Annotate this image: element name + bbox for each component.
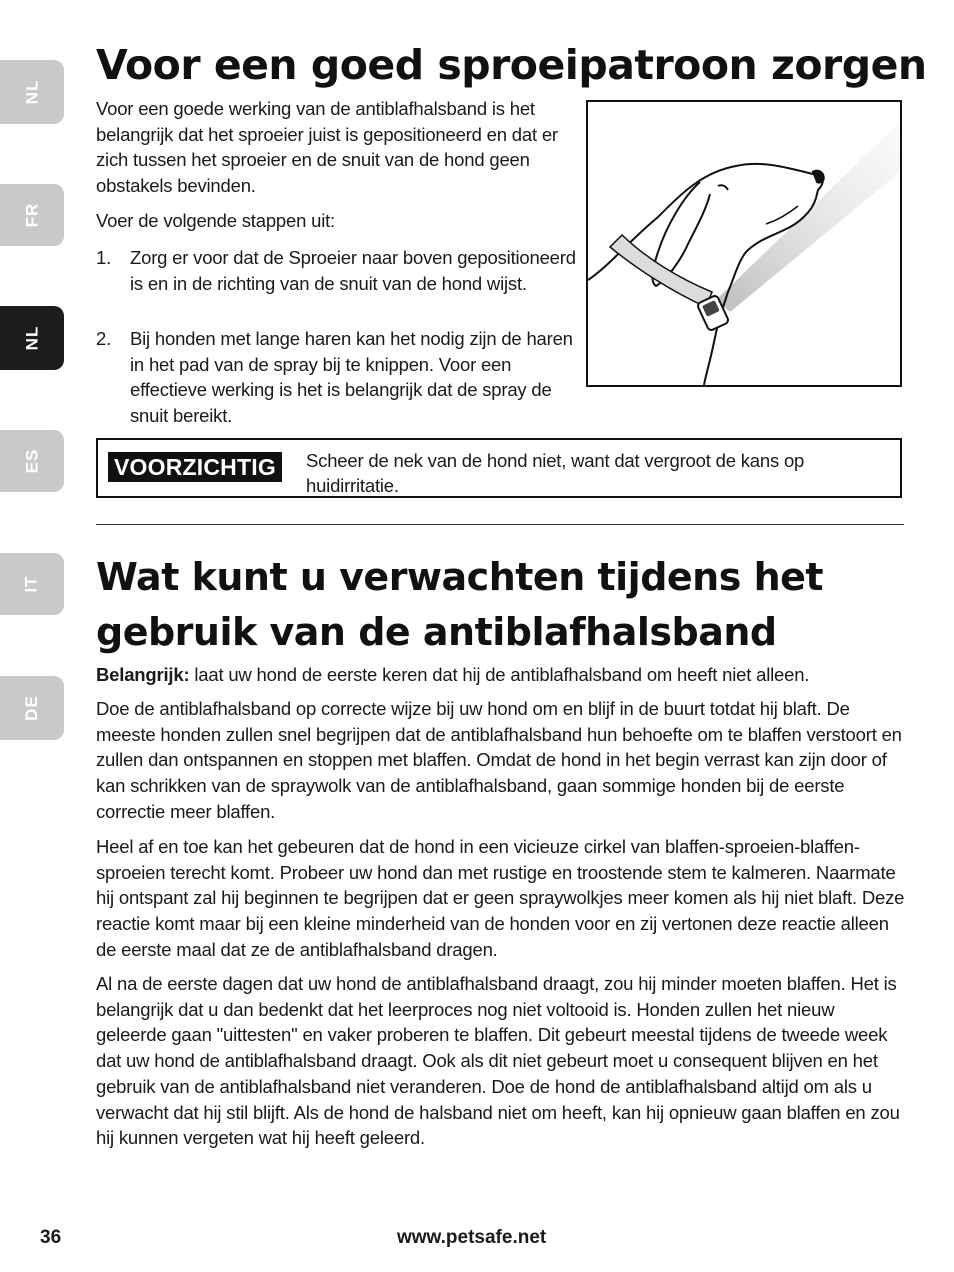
language-tab-fr[interactable]: [0, 184, 64, 246]
section-title: Wat kunt u verwachten tijdens het gebruik van de antiblafhalsband: [96, 555, 824, 654]
list-item: [96, 326, 582, 429]
body-paragraph: Doe de antiblafhalsband op correcte wijze bij uw hond om en blijf in de buurt totdat hij blaft. De meeste honden zullen snel begrijpen dat de antiblafhalsband hun behoefte om te blaffen verstoort en zullen dan ontspannen en stoppen met blaffen. Omdat de hond in het begin verrast kan zijn door of kan schrikken van de spraywolk van de antiblafhalsband, gaan sommige honden bij de eerste correctie meer blaffen.: [96, 698, 902, 822]
caution-box: [96, 438, 902, 498]
intro-paragraph: Voor een goede werking van de antiblafhalsband is het belangrijk dat het sproeier juist is gepositioneerd en dat er zich tussen het sproeier en de snuit van de hond geen obstakels bevinden.: [96, 98, 558, 197]
spray-cone: [716, 122, 900, 312]
caution-text: Scheer de nek van de hond niet, want dat vergroot de kans op huidirritatie.: [306, 450, 805, 496]
caution-label: VOORZICHTIG: [108, 452, 282, 482]
section-divider: [96, 524, 904, 525]
language-tab-label: FR: [21, 202, 41, 228]
list-item-number: 2.: [96, 328, 112, 349]
body-paragraph: Heel af en toe kan het gebeuren dat de hond in een vicieuze cirkel van blaffen-sproeien-blaffen-sproeien terecht komt. Probeer uw hond dan met rustige en troostende stem te kalmeren. Naarmate hij ontspant zal hij beginnen te begrijpen dat er geen spraywolkjes meer komen als hij niet blaft. Deze reactie komt maar bij een kleine minderheid van de honden voor en zij vertonen deze reactie alleen de eerste maal dat ze de antiblafhalsband dragen.: [96, 836, 905, 960]
language-tab-label: ES: [22, 448, 41, 474]
list-item-number: 1.: [96, 247, 112, 268]
steps-intro: Voer de volgende stappen uit:: [96, 210, 335, 231]
important-label: Belangrijk:: [96, 664, 190, 685]
section-title: Voor een goed sproeipatroon zorgen: [96, 41, 927, 89]
important-note: [96, 662, 908, 688]
list-item-text: Zorg er voor dat de Sproeier naar boven gepositioneerd is en in de richting van de snuit van de hond wijst.: [130, 247, 576, 294]
language-tab-label: IT: [21, 575, 41, 593]
dog-collar-spray-illustration: [586, 100, 902, 387]
language-tab-label: NL: [21, 325, 41, 351]
important-text: laat uw hond de eerste keren dat hij de antiblafhalsband om heeft niet alleen.: [189, 664, 810, 685]
list-item: [96, 245, 582, 296]
language-tab-es[interactable]: [0, 430, 64, 492]
footer-url-link[interactable]: www.petsafe.net: [397, 1227, 547, 1248]
language-tab-it[interactable]: [0, 553, 64, 615]
language-tab-nl-active[interactable]: [0, 306, 64, 370]
language-tab-de[interactable]: [0, 676, 64, 740]
language-tab-label: DE: [22, 695, 41, 721]
language-tab-nl[interactable]: [0, 60, 64, 124]
body-paragraph: Al na de eerste dagen dat uw hond de antiblafhalsband draagt, zou hij minder moeten blaffen. Het is belangrijk dat u dan bedenkt dat het leerproces nog niet voltooid is. Honden zullen het nieuw geleerde gaan "uittesten" en vaker proberen te blaffen. Dit gebeurt meestal tijdens de tweede week dat uw hond de antiblafhalsband draagt. Ook als dit niet gebeurt moet u consequent blijven en het gebruik van de antiblafhalsband niet veranderen. Doe de hond de antiblafhalsband altijd om als u verwacht dat hij stil blijft. Als de hond de halsband niet om heeft, kan hij opnieuw gaan blaffen en zou hij kunnen vergeten wat hij heeft geleerd.: [96, 973, 900, 1149]
page-number: 36: [40, 1227, 62, 1248]
language-tab-label: NL: [21, 79, 41, 105]
dog-head-icon: [588, 102, 900, 385]
list-item-text: Bij honden met lange haren kan het nodig zijn de haren in het pad van de spray bij te knippen. Voor een effectieve werking is het is belangrijk dat de spray de snuit bereikt.: [130, 328, 573, 427]
